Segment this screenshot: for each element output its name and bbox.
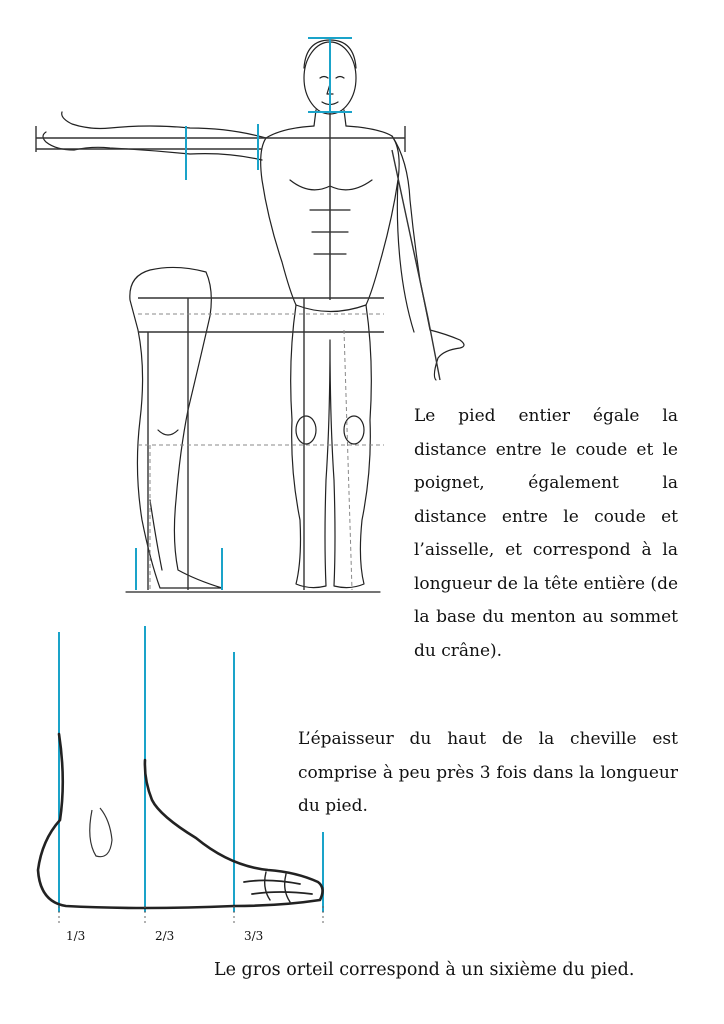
label-two-thirds: 2/3	[155, 929, 175, 943]
lowered-arm	[392, 136, 464, 380]
whole-foot-paragraph: Le pied entier égale la distance entre le coude et le poignet, également la distance entre le coude et l’aisselle, et correspond à la longueur de la tête entière (de la base du menton au sommet du crâne).	[414, 406, 679, 661]
ankle-bone	[90, 808, 112, 857]
front-legs	[291, 305, 372, 588]
big-toe-caption: Le gros orteil correspond à un sixième du pied.	[214, 960, 635, 980]
label-one-third: 1/3	[66, 929, 86, 943]
side-figure	[130, 267, 222, 588]
label-three-thirds: 3/3	[244, 929, 264, 943]
ankle-paragraph: L’épaisseur du haut de la cheville est comprise à peu près 3 fois dans la longueur du pied.	[298, 729, 678, 816]
outstretched-arm	[43, 112, 266, 160]
